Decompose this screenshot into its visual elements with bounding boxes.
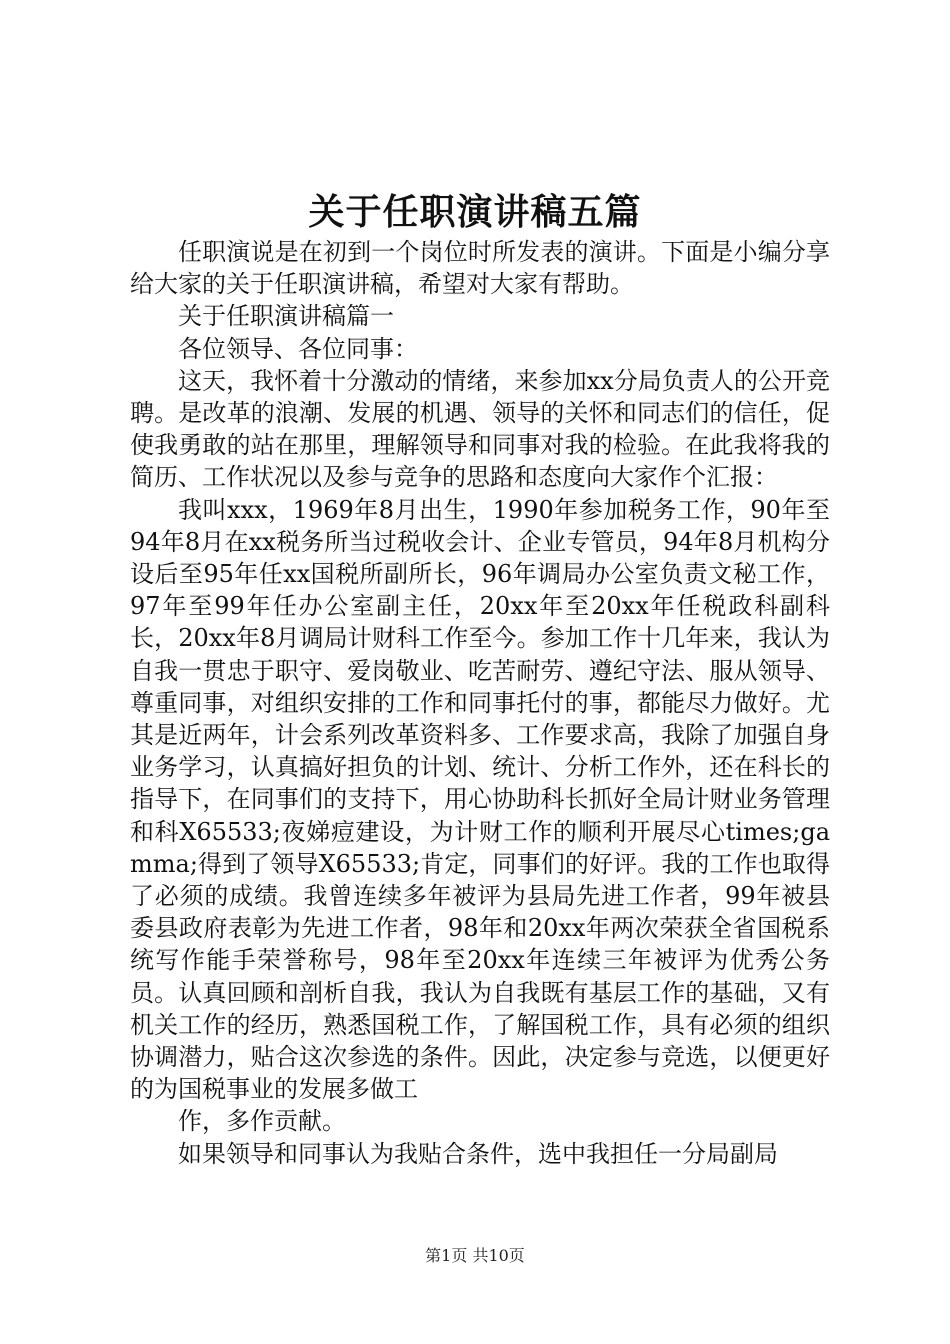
document-title: 关于任职演讲稿五篇 <box>308 191 642 233</box>
paragraph-salutation: 各位领导、各位同事： <box>178 334 418 363</box>
paragraph-section-heading: 关于任职演讲稿篇一 <box>178 302 394 331</box>
paragraph-closing-start: 如果领导和同事认为我贴合条件，选中我担任一分局副局 <box>178 1139 778 1168</box>
document-body <box>130 236 830 1170</box>
paragraph-resume: 我叫xxx，1969年8月出生，1990年参加税务工作，90年至94年8月在xx税务所当过税收会计、企业专管员，94年8月机构分设后至95年任xx国税所副所长，96年调局办公室负责文秘工作，97年至99年任办公室副主任，20xx年至20xx年任税政科副科长，20xx年8月调局计财科工作至今。参加工作十几年来，我认为自我一贯忠于职守、爱岗敬业、吃苦耐劳、遵纪守法、服从领导、尊重同事，对组织安排的工作和同事托付的事，都能尽力做好。尤其是近两年，计会系列改革资料多、工作要求高，我除了加强自身业务学习，认真搞好担负的计划、统计、分析工作外，还在科长的指导下，在同事们的支持下，用心协助科长抓好全局计财业务管理和科X65533;夜娣痘建设，为计财工作的顺利开展尽心times;gamma;得到了领导X65533;肯定，同事们的好评。我的工作也取得了必须的成绩。我曾连续多年被评为县局先进工作者，99年被县委县政府表彰为先进工作者，98年和20xx年两次荣获全省国税系统写作能手荣誉称号，98年至20xx年连续三年被评为优秀公务员。认真回顾和剖析自我，我认为自我既有基层工作的基础，又有机关工作的经历，熟悉国税工作，了解国税工作，具有必须的组织协调潜力，贴合这次参选的条件。因此，决定参与竞选，以便更好的为国税事业的发展多做工 <box>130 495 830 1104</box>
paragraph-intro: 任职演说是在初到一个岗位时所发表的演讲。下面是小编分享给大家的关于任职演讲稿，希望对大家有帮助。 <box>130 238 830 299</box>
page-footer: 第1页 共10页 <box>425 1246 525 1265</box>
paragraph-continuation: 作，多作贡献。 <box>178 1107 346 1136</box>
paragraph-opening: 这天，我怀着十分激动的情绪，来参加xx分局负责人的公开竞聘。是改革的浪潮、发展的机遇、领导的关怀和同志们的信任，促使我勇敢的站在那里，理解领导和同事对我的检验。在此我将我的简历、工作状况以及参与竞争的思路和态度向大家作个汇报： <box>130 366 830 492</box>
